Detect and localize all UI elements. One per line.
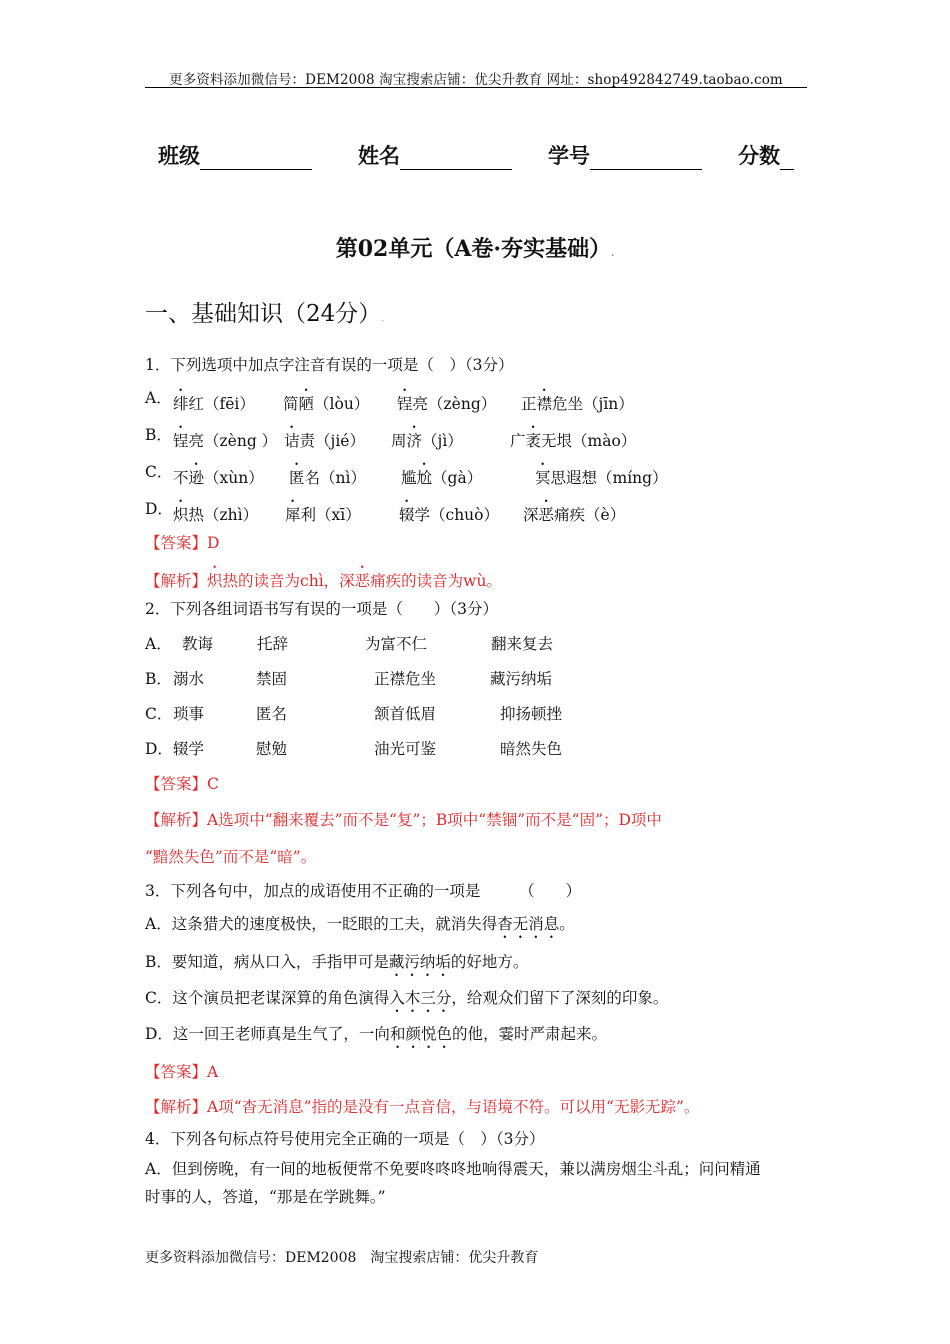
q1-b-item: 广袤无垠（mào） <box>510 432 637 450</box>
q2-analysis-line2: “黯然失色”而不是“暗”。 <box>145 848 317 866</box>
q2-stem: 2．下列各组词语书写有误的一项是（ ）（3分） <box>145 600 498 618</box>
section-heading: 一、基础知识（24分）. <box>145 301 385 327</box>
q2-option-d: D． 辍学 慰勉 油光可鉴 暗然失色 <box>145 740 563 758</box>
q3-option-b: B．要知道，病从口入，手指甲可是藏污纳垢的好地方。 <box>145 953 529 971</box>
q1-c-item: 不逊（xùn） <box>173 469 264 487</box>
page-footer: 更多资料添加微信号：DEM2008 淘宝搜索店铺：优尖升教育 <box>145 1250 539 1266</box>
q1-option-d: D． 炽热（zhì） 犀利（xī） 辍学（chuò） 深恶痛疾（è） <box>145 497 805 519</box>
score-label: 分数 <box>738 143 780 168</box>
q2-option-b: B． 溺水 禁固 正襟危坐 藏污纳垢 <box>145 670 553 688</box>
q1-c-item: 尴尬（gà） <box>401 469 483 487</box>
q3-option-d: D．这一回王老师真是生气了，一向和颜悦色的他，霎时严肃起来。 <box>145 1025 607 1043</box>
q3-analysis: 【解析】A项“杳无消息”指的是没有一点音信，与语境不符。可以用“无影无踪”。 <box>145 1098 700 1116</box>
q1-option-b: B． 锃亮（zèng ） 诘责（jié） 周济（jì） 广袤无垠（mào） <box>145 423 805 445</box>
class-field[interactable] <box>158 140 312 170</box>
q1-d-item: 辍学（chuò） <box>399 506 499 524</box>
q1-b-item: 诘责（jié） <box>284 432 365 450</box>
page-header: 更多资料添加微信号：DEM2008 淘宝搜索店铺：优尖升教育 网址：shop492842749.taobao.com <box>169 72 783 88</box>
q1-c-item: 冥思遐想（míng） <box>535 469 668 487</box>
q1-option-c: C． 不逊（xùn） 匿名（nì） 尴尬（gà） 冥思遐想（míng） <box>145 460 805 482</box>
score-field[interactable] <box>738 140 794 170</box>
q1-d-item: 深恶痛疾（è） <box>523 506 626 524</box>
q4-option-a-line2: 时事的人，答道，“那是在学跳舞。” <box>145 1188 386 1206</box>
q1-a-item: 绯红（fēi） <box>173 395 255 413</box>
class-label: 班级 <box>158 143 200 168</box>
q1-c-item: 匿名（nì） <box>289 469 366 487</box>
name-field[interactable] <box>358 140 512 170</box>
student-id-label: 学号 <box>548 143 590 168</box>
q1-a-item: 简陋（lòu） <box>283 395 370 413</box>
q3-stem: 3．下列各句中，加点的成语使用不正确的一项是 （ ） <box>145 882 582 900</box>
q4-stem: 4．下列各句标点符号使用完全正确的一项是（ ）（3分） <box>145 1130 545 1148</box>
header-rule <box>145 87 807 88</box>
q2-option-c: C． 琐事 匿名 颔首低眉 抑扬顿挫 <box>145 705 563 723</box>
name-label: 姓名 <box>358 143 400 168</box>
page-title: 第02单元（A卷·夯实基础）. <box>335 236 615 262</box>
q4-option-a-line1: A．但到傍晚，有一间的地板便常不免要咚咚咚地响得震天，兼以满房烟尘斗乱；问问精通 <box>145 1160 761 1178</box>
q1-b-item: 锃亮（zèng ） <box>173 432 278 450</box>
q1-a-item: 锃亮（zèng） <box>397 395 497 413</box>
q2-analysis-line1: 【解析】A选项中“翻来覆去”而不是“复”；B项中“禁锢”而不是“固”；D项中 <box>145 811 662 829</box>
q2-option-a: A． 教诲 托辞 为富不仁 翻来复去 <box>145 635 554 653</box>
q1-d-item: 炽热（zhì） <box>173 506 259 524</box>
q3-option-a: A．这条猎犬的速度极快，一眨眼的工夫，就消失得杳无消息。 <box>145 915 575 933</box>
q3-option-c: C．这个演员把老谋深算的角色演得入木三分，给观众们留下了深刻的印象。 <box>145 989 669 1007</box>
q1-stem: 1．下列选项中加点字注音有误的一项是（ ）（3分） <box>145 356 514 374</box>
q1-option-a: A． 绯红（fēi） 简陋（lòu） 锃亮（zèng） 正襟危坐（jīn） <box>145 386 805 408</box>
student-id-field[interactable] <box>548 140 702 170</box>
q1-d-item: 犀利（xī） <box>285 506 361 524</box>
q3-answer: 【答案】A <box>145 1063 219 1081</box>
q1-a-item: 正襟危坐（jīn） <box>521 395 634 413</box>
q1-answer: 【答案】D <box>145 534 220 552</box>
q2-answer: 【答案】C <box>145 775 219 793</box>
q1-analysis: 【解析】炽热的读音为chì，深恶痛疾的读音为wù。 <box>145 572 502 590</box>
q1-b-item: 周济（jì） <box>391 432 463 450</box>
